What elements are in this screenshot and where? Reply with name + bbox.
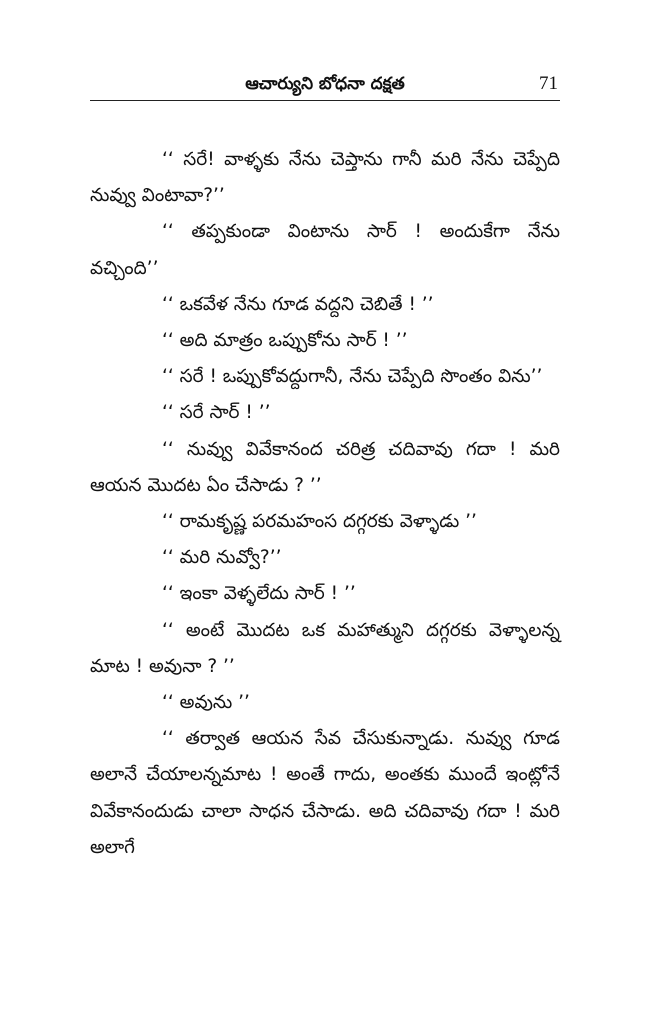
paragraph: ‘‘ సరే! వాళ్ళకు నేను చెప్తాను గానీ మరి నేను చెప్పేది నువ్వు వింటావా?’’ [90, 149, 560, 207]
paragraph: ‘‘ తర్వాత ఆయన సేవ చేసుకున్నాడు. నువ్వు గూడ అలానే చేయాలన్నమాట ! అంతే గాదు, అంతకు ముందే ఇంట్లోనే వివేకానందుడు చాలా సాధన చేసాడు. అది చదివావు గదా ! మరి అలాగే [90, 728, 560, 858]
paragraph: ‘‘ సరే ! ఒప్పుకోవద్దుగానీ, నేను చెప్పేది సొంతం విను’’ [162, 366, 543, 388]
paragraph: ‘‘ అవును ’’ [162, 692, 250, 714]
paragraph: ‘‘ నువ్వు వివేకానంద చరిత్ర చదివావు గదా ! మరి ఆయన మొదట ఏం చేసాడు ? ’’ [90, 438, 560, 496]
page-number: 71 [539, 73, 558, 94]
paragraph: ‘‘ తప్పకుండా వింటాను సార్ ! అందుకేగా నేను వచ్చింది’’ [90, 221, 560, 279]
paragraph: ‘‘ ఇంకా వెళ్ళలేదు సార్ ! ’’ [162, 583, 356, 605]
paragraph: ‘‘ రామకృష్ణ పరమహంస దగ్గరకు వెళ్ళాడు ’’ [162, 511, 477, 533]
running-title: ఆచార్యుని బోధనా దక్షత [245, 74, 405, 94]
paragraph: ‘‘ ఒకవేళ నేను గూడ వద్దని చెబితే ! ’’ [162, 293, 434, 315]
paragraph: ‘‘ సరే సార్ ! ’’ [162, 402, 271, 424]
body-text [90, 142, 560, 866]
running-header [90, 70, 560, 100]
paragraph: ‘‘ అంటే మొదట ఒక మహాత్ముని దగ్గరకు వెళ్ళాలన్న మాట ! అవునా ? ’’ [90, 619, 560, 677]
header-rule [90, 100, 560, 101]
paragraph: ‘‘ మరి నువ్వో?’’ [162, 547, 282, 569]
paragraph: ‘‘ అది మాత్రం ఒప్పుకోను సార్ ! ’’ [162, 330, 408, 352]
